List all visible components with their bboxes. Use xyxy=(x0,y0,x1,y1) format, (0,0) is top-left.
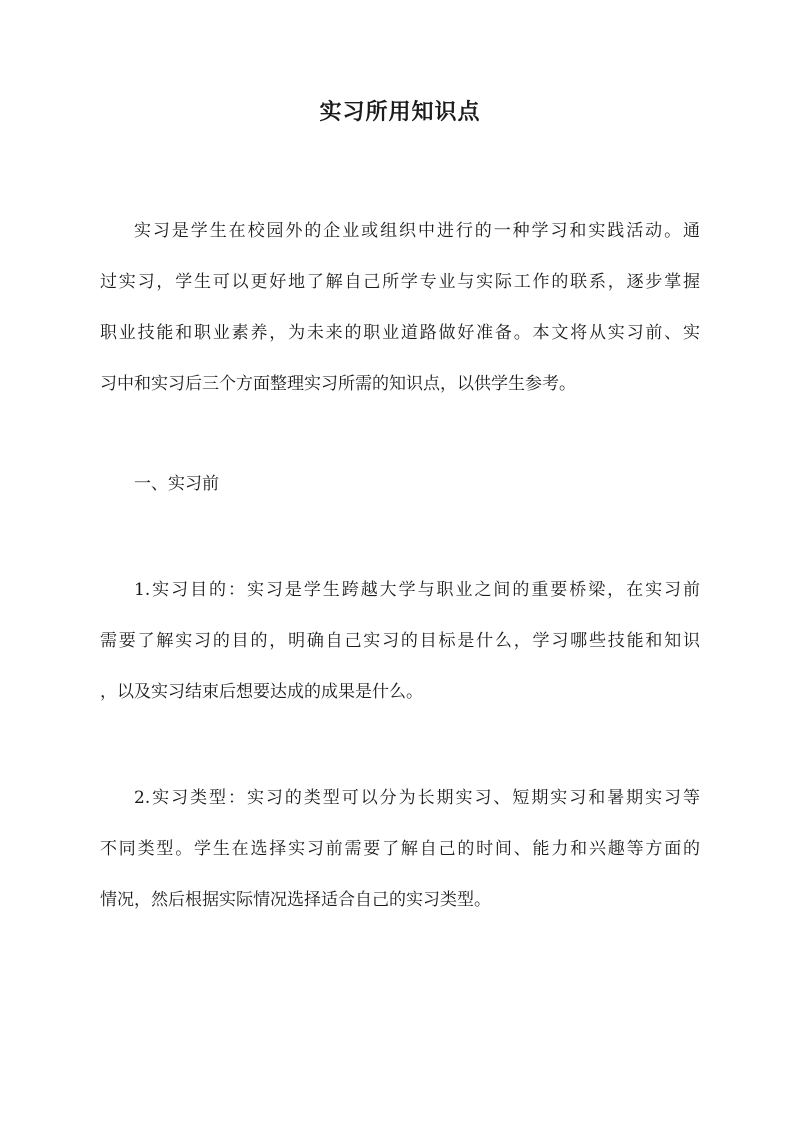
intro-line-2: 过实习，学生可以更好地了解自己所学专业与实际工作的联系，逐步掌握 xyxy=(100,272,700,292)
intro-line-1: 实习是学生在校园外的企业或组织中进行的一种学习和实践活动。通 xyxy=(134,221,700,241)
section-heading: 一、实习前 xyxy=(134,474,219,494)
item-1-line-3: ，以及实习结束后想要达成的成果是什么。 xyxy=(100,682,423,702)
item-1-line-2: 需要了解实习的目的，明确自己实习的目标是什么，学习哪些技能和知识 xyxy=(100,631,700,651)
intro-line-4: 习中和实习后三个方面整理实习所需的知识点，以供学生参考。 xyxy=(100,374,576,394)
document-title: 实习所用知识点 xyxy=(319,99,481,125)
item-1-line-1: 1.实习目的：实习是学生跨越大学与职业之间的重要桥梁，在实习前 xyxy=(134,580,700,600)
item-2-line-1: 2.实习类型：实习的类型可以分为长期实习、短期实习和暑期实习等 xyxy=(134,788,700,808)
item-2-line-2: 不同类型。学生在选择实习前需要了解自己的时间、能力和兴趣等方面的 xyxy=(100,839,700,859)
item-2-line-3: 情况，然后根据实际情况选择适合自己的实习类型。 xyxy=(100,890,491,910)
intro-line-3: 职业技能和职业素养，为未来的职业道路做好准备。本文将从实习前、实 xyxy=(100,323,700,343)
